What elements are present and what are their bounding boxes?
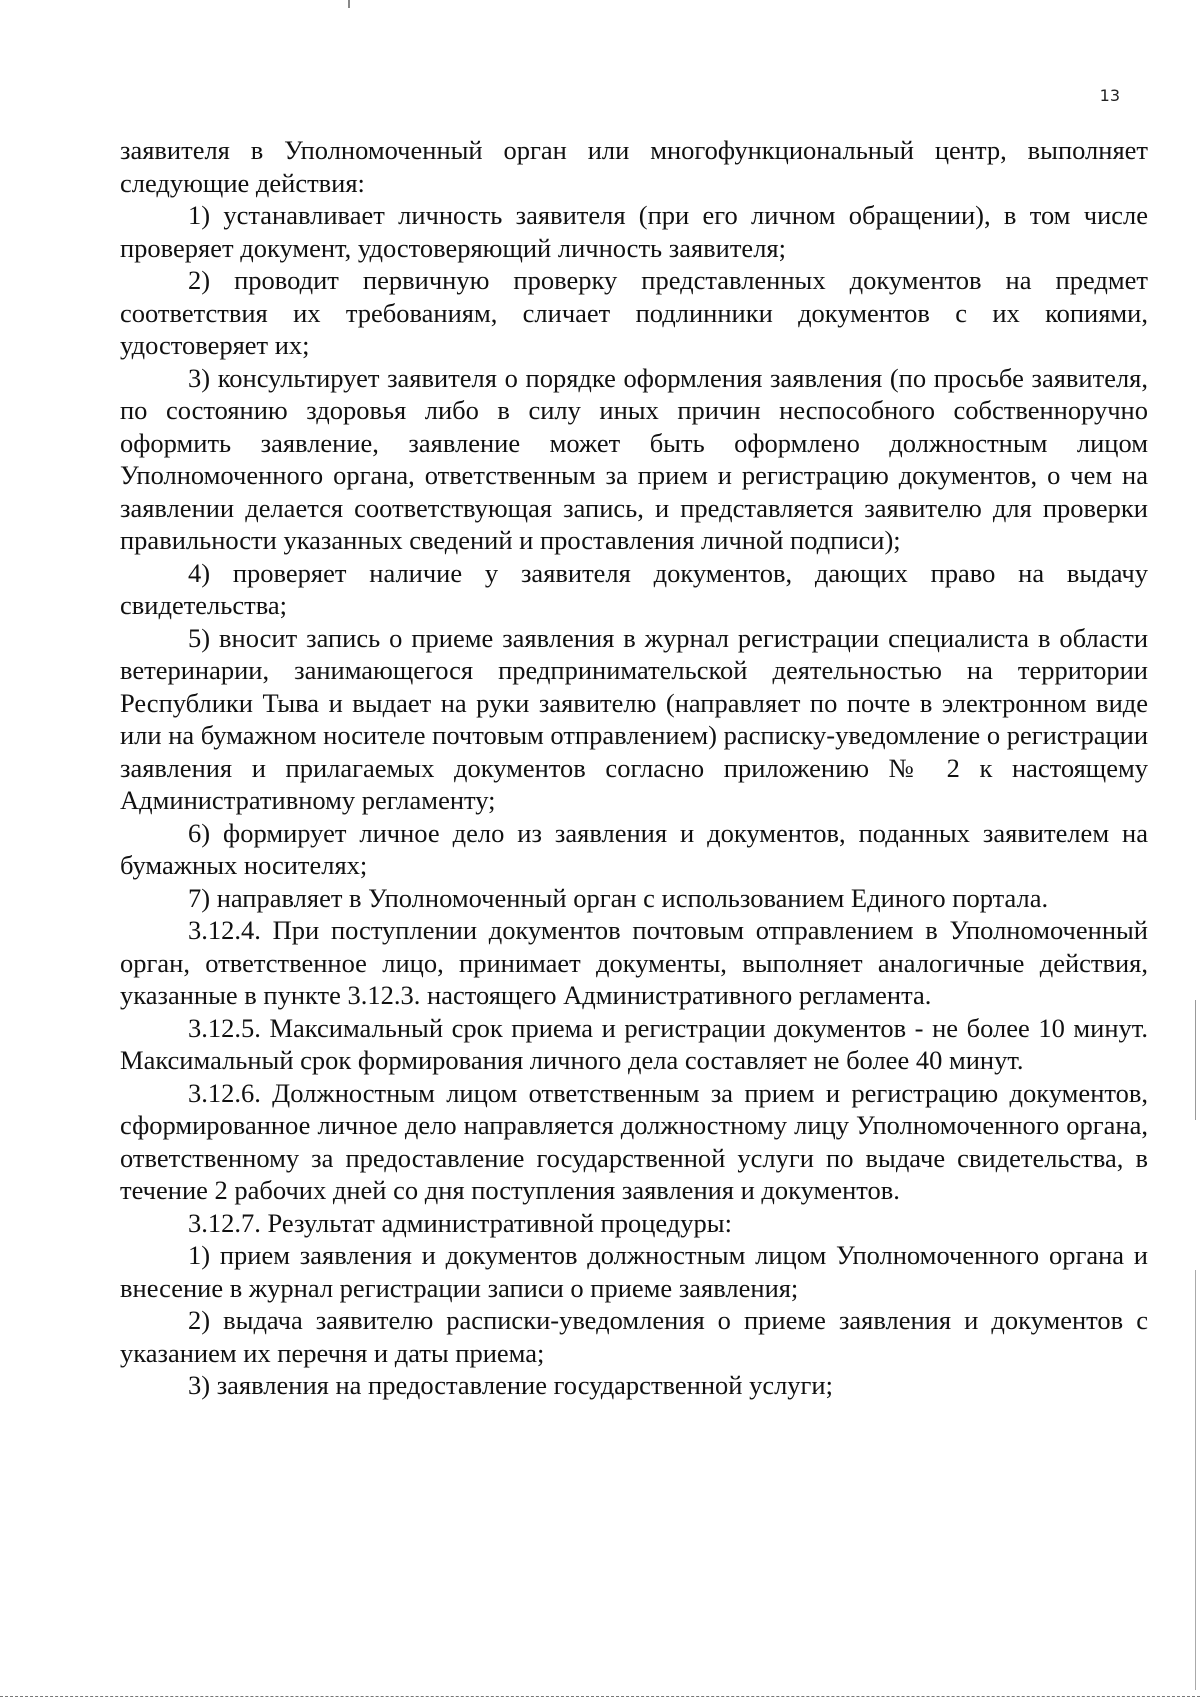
scan-artifact-edge-lower [1195,1270,1196,1690]
paragraph-section-3-12-6: 3.12.6. Должностным лицом ответственным за прием и регистрацию документов, сформированное личное дело направляется должностному лицу Уполномоченного органа, ответственному за предоставление государственной услуги по выдаче свидетельства, в течение 2 рабочих дней со дня поступления заявления и документов. [120,1077,1148,1205]
scan-artifact-bottom-line [0,1696,1200,1698]
paragraph-result-3: 3) заявления на предоставление государственной услуги; [188,1370,833,1400]
page-number: 13 [1099,86,1120,105]
paragraph-section-3-12-5: 3.12.5. Максимальный срок приема и регистрации документов - не более 10 минут. Максимальный срок формирования личного дела составляет не более 40 минут. [120,1012,1148,1075]
paragraph-item-2: 2) проводит первичную проверку представленных документов на предмет соответствия их требованиям, сличает подлинники документов с их копиями, удостоверяет их; [120,265,1148,360]
paragraph-item-3: 3) консультирует заявителя о порядке оформления заявления (по просьбе заявителя, по состоянию здоровья либо в силу иных причин неспособного собственноручно оформить заявление, заявление может быть оформлено должностным лицом Уполномоченного органа, ответственным за прием и регистрацию документов, о чем на заявлении делается соответствующая запись, и представляется заявителю для проверки правильности указанных сведений и проставления личной подписи); [120,362,1148,555]
scan-artifact-edge [1195,1000,1196,1120]
paragraph-section-3-12-7: 3.12.7. Результат административной процедуры: [188,1207,732,1238]
paragraph-item-4: 4) проверяет наличие у заявителя документов, дающих право на выдачу свидетельства; [120,557,1148,620]
paragraph-item-6: 6) формирует личное дело из заявления и документов, поданных заявителем на бумажных носителях; [120,817,1148,880]
scan-artifact-mark [348,0,350,8]
paragraph-result-1: 1) прием заявления и документов должностным лицом Уполномоченного органа и внесение в журнал регистрации записи о приеме заявления; [120,1240,1148,1303]
paragraph-item-1: 1) устанавливает личность заявителя (при его личном обращении), в том числе проверяет документ, удостоверяющий личность заявителя; [120,200,1148,263]
paragraph-section-3-12-4: 3.12.4. При поступлении документов почтовым отправлением в Уполномоченный орган, ответственное лицо, принимает документы, выполняет аналогичные действия, указанные в пункте 3.12.3. настоящего Административного регламента. [120,915,1148,1010]
paragraph-item-7: 7) направляет в Уполномоченный орган с использованием Единого портала. [188,882,1049,913]
document-body [120,134,1148,1402]
paragraph-result-2: 2) выдача заявителю расписки-уведомления о приеме заявления и документов с указанием их перечня и даты приема; [120,1305,1148,1368]
paragraph-continuation: заявителя в Уполномоченный орган или многофункциональный центр, выполняет следующие действия: [120,135,1148,198]
paragraph-item-5: 5) вносит запись о приеме заявления в журнал регистрации специалиста в области ветеринарии, занимающегося предпринимательской деятельностью на территории Республики Тыва и выдает на руки заявителю (направляет по почте в электронном виде или на бумажном носителе почтовым отправлением) расписку-уведомление о регистрации заявления и прилагаемых документов согласно приложению № 2 к настоящему Административному регламенту; [120,622,1148,815]
